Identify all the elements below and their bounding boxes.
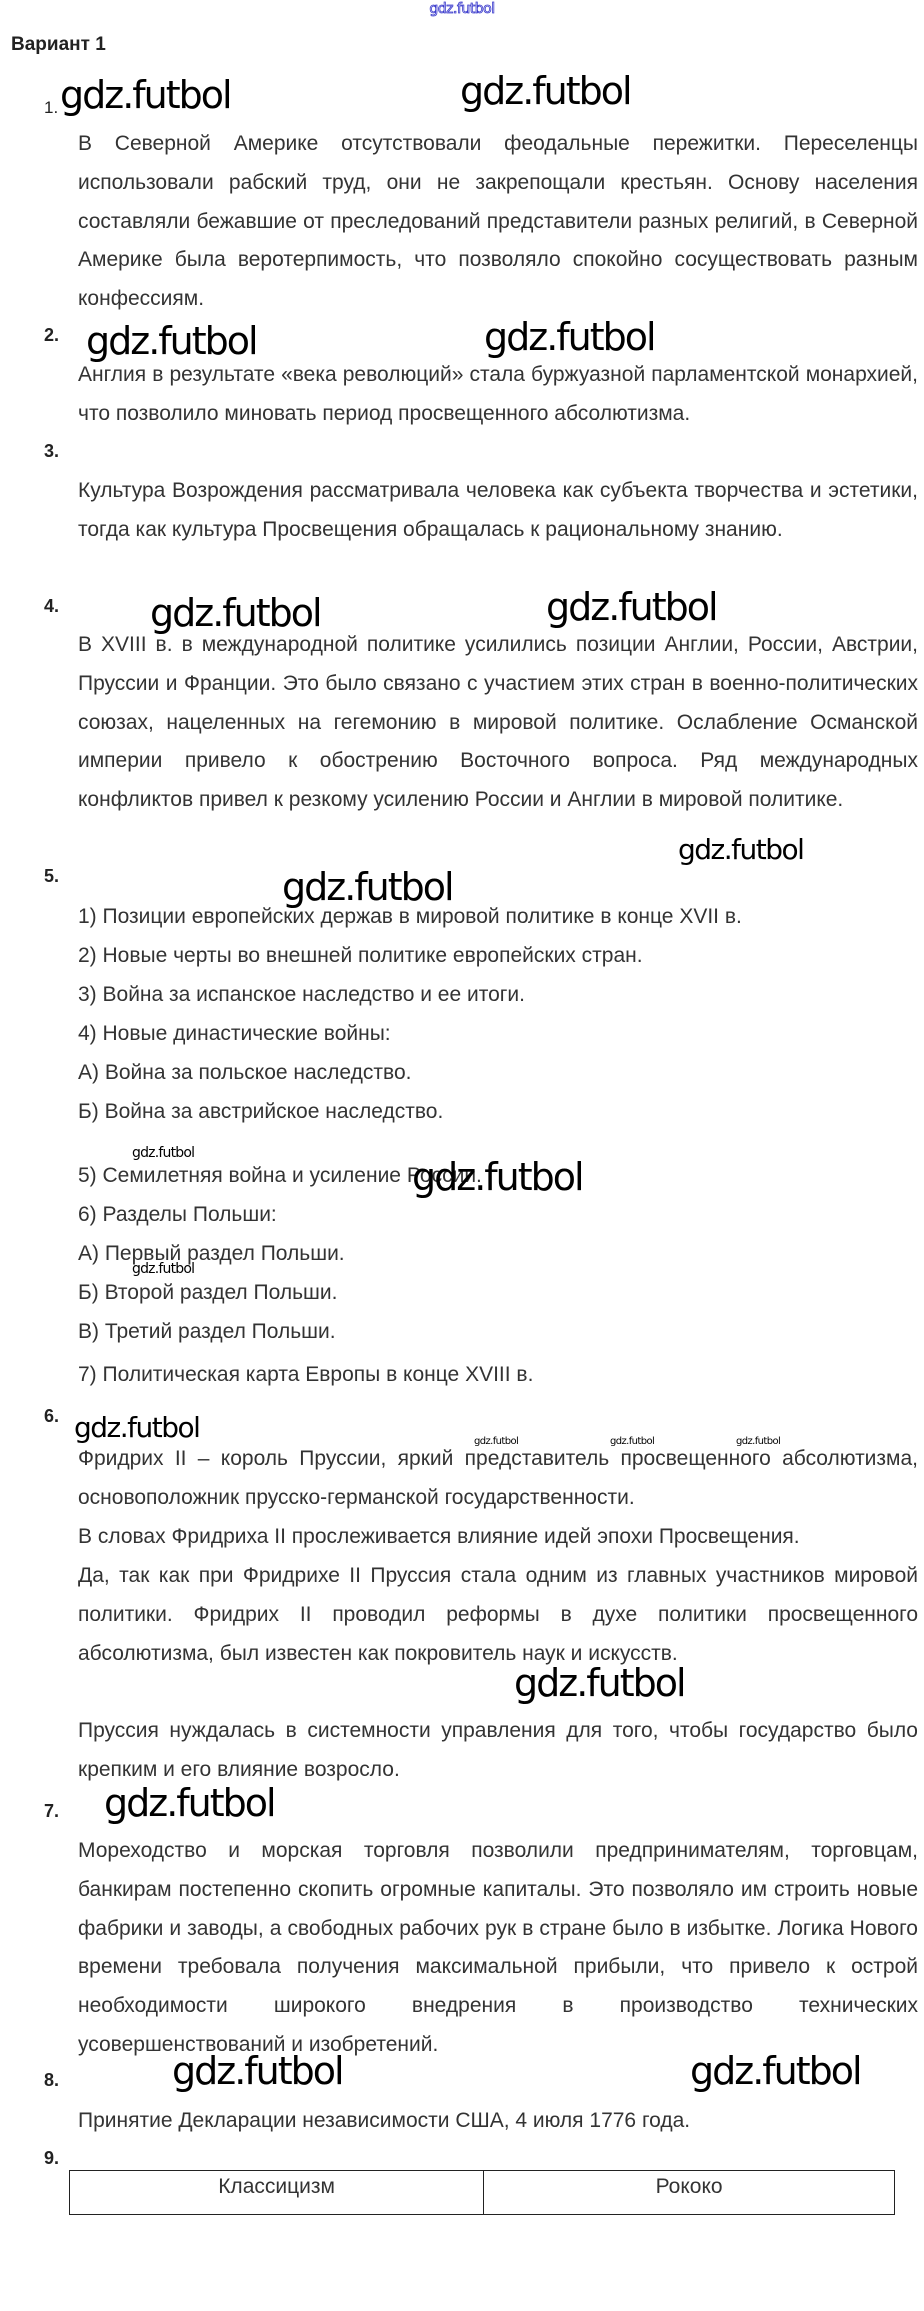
plan-item: 7) Политическая карта Европы в конце XVIII в. <box>78 1363 534 1386</box>
answer-paragraph: Да, так как при Фридрихе II Пруссия стала одним из главных участников мировой политики. Фридрих II проводил реформы в духе политики просвещенного абсолютизма, был известен как покровитель наук и искусств. <box>78 1564 918 1665</box>
plan-item: А) Война за польское наследство. <box>78 1061 412 1084</box>
watermark: gdz.futbol <box>460 69 631 113</box>
answer-paragraph: Культура Возрождения рассматривала человека как субъекта творчества и эстетики, тогда как культура Просвещения обращалась к рациональному знанию. <box>78 479 918 541</box>
plan-item: 3) Война за испанское наследство и ее итоги. <box>78 983 525 1006</box>
section-number: 8. <box>44 2070 60 2090</box>
answer-paragraph: Фридрих II – король Пруссии, яркий представитель просвещенного абсолютизма, основоположник прусско-германской государственности. <box>78 1447 918 1509</box>
plan-item: 4) Новые династические войны: <box>78 1022 391 1045</box>
watermark: gdz.futbol <box>282 865 453 909</box>
watermark: gdz.futbol <box>412 1155 583 1199</box>
section-number: 5. <box>44 866 60 886</box>
watermark: gdz.futbol <box>60 73 231 117</box>
watermark: gdz.futbol <box>150 591 321 635</box>
table-header-cell: Классицизм <box>70 2171 484 2215</box>
watermark: gdz.futbol <box>172 2049 343 2093</box>
watermark: gdz.futbol <box>104 1781 275 1825</box>
plan-item: 6) Разделы Польши: <box>78 1203 277 1226</box>
table-header-cell: Рококо <box>484 2171 895 2215</box>
top-watermark: gdz.futbol <box>429 1 495 17</box>
answer-paragraph: В словах Фридриха II прослеживается влияние идей эпохи Просвещения. <box>78 1525 800 1548</box>
plan-item: 5) Семилетняя война и усиление России. <box>78 1164 482 1187</box>
section-number: 4. <box>44 596 60 616</box>
watermark: gdz.futbol <box>736 1436 781 1447</box>
watermark: gdz.futbol <box>74 1411 200 1444</box>
watermark: gdz.futbol <box>484 315 655 359</box>
answer-paragraph: Мореходство и морская торговля позволили предпринимателям, торговцам, банкирам постепенно скопить огромные капиталы. Это позволяло им строить новые фабрики и заводы, а свободных рабочих рук в стране было в избытке. Логика Нового времени требовала получения максимальной прибыли, что привело к острой необходимости широкого внедрения в производство технических усовершенствований и изобретений. <box>78 1839 918 2056</box>
watermark: gdz.futbol <box>546 585 717 629</box>
section-number: 1. <box>44 98 59 117</box>
answer-paragraph: Пруссия нуждалась в системности управления для того, чтобы государство было крепким и его влияние возросло. <box>78 1719 918 1781</box>
plan-item: Б) Второй раздел Польши. <box>78 1281 338 1304</box>
table-header-row <box>70 2171 895 2215</box>
watermark: gdz.futbol <box>132 1261 195 1277</box>
watermark: gdz.futbol <box>610 1436 655 1447</box>
section-number: 6. <box>44 1406 60 1426</box>
section-number: 2. <box>44 325 60 345</box>
section-number: 7. <box>44 1801 60 1821</box>
answer-paragraph: В Северной Америке отсутствовали феодальные пережитки. Переселенцы использовали рабский труд, они не закрепощали крестьян. Основу населения составляли бежавшие от преследований представители разных религий, в Северной Америке была веротерпимость, что позволяло спокойно сосуществовать разным конфессиям. <box>78 132 918 311</box>
watermark: gdz.futbol <box>678 833 804 866</box>
plan-item: В) Третий раздел Польши. <box>78 1320 336 1343</box>
section-number: 9. <box>44 2148 60 2168</box>
watermark: gdz.futbol <box>86 319 257 363</box>
comparison-table <box>69 2170 895 2215</box>
watermark: gdz.futbol <box>690 2049 861 2093</box>
plan-item: 2) Новые черты во внешней политике европейских стран. <box>78 944 643 967</box>
section-number: 3. <box>44 441 60 461</box>
page-title: Вариант 1 <box>11 34 106 55</box>
plan-item: Б) Война за австрийское наследство. <box>78 1100 444 1123</box>
watermark: gdz.futbol <box>514 1661 685 1705</box>
plan-item: А) Первый раздел Польши. <box>78 1242 345 1265</box>
watermark: gdz.futbol <box>474 1436 519 1447</box>
watermark: gdz.futbol <box>132 1145 195 1161</box>
answer-line: Принятие Декларации независимости США, 4 июля 1776 года. <box>78 2109 691 2132</box>
answer-paragraph: В XVIII в. в международной политике усилились позиции Англии, России, Австрии, Пруссии и Франции. Это было связано с участием этих стран в военно-политических союзах, нацеленных на гегемонию в мировой политике. Ослабление Османской империи привело к обострению Восточного вопроса. Ряд международных конфликтов привел к резкому усилению России и Англии в мировой политике. <box>78 633 918 812</box>
plan-item: 1) Позиции европейских держав в мировой политике в конце XVII в. <box>78 905 742 928</box>
answer-paragraph: Англия в результате «века революций» стала буржуазной парламентской монархией, что позволило миновать период просвещенного абсолютизма. <box>78 363 918 425</box>
